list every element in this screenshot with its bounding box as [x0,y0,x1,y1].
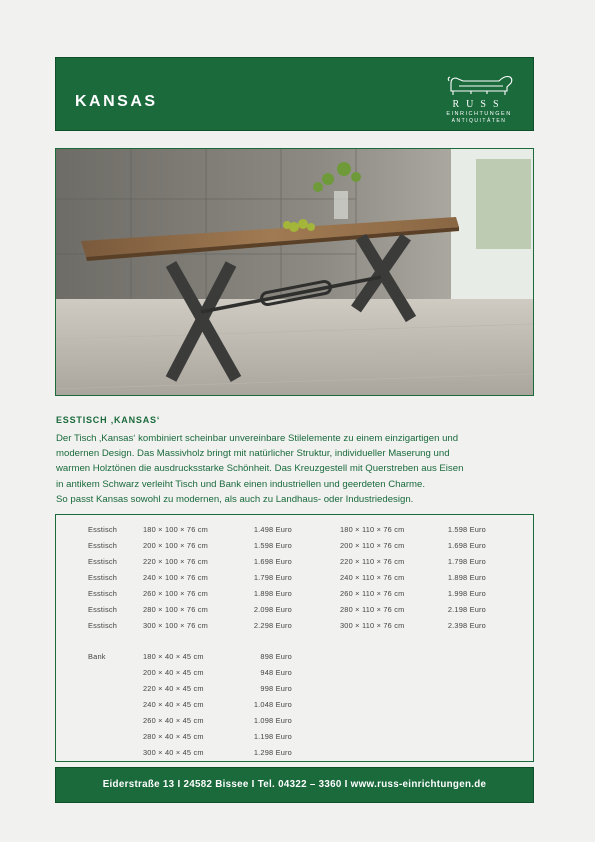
size-cell: 260 × 100 × 76 cm [143,589,209,598]
size-cell: 280 × 40 × 45 cm [143,732,204,741]
price-cell: 898 Euro [260,652,292,661]
size-cell: 300 × 100 × 76 cm [143,621,209,630]
size-cell: 260 × 40 × 45 cm [143,716,204,725]
row-label: Esstisch [88,557,118,566]
price-cell: 2.298 Euro [253,621,292,630]
size-cell: 200 × 40 × 45 cm [143,668,204,677]
header-banner [55,57,534,131]
sofa-icon [441,69,517,99]
price-cell: 948 Euro [260,668,292,677]
page-title: KANSAS [75,93,158,110]
size-cell: 220 × 100 × 76 cm [143,557,209,566]
price-cell: 2.098 Euro [253,605,292,614]
section-title: ESSTISCH ‚KANSAS‘ [56,415,161,425]
price-cell: 1.698 Euro [253,557,292,566]
description-line: modernen Design. Das Massivholz bringt mit natürlicher Struktur, individueller Maserung und [56,448,450,460]
price-cell: 998 Euro [260,684,292,693]
description [56,431,526,507]
description-line: warmen Holztönen die ausdrucksstarke Schönheit. Das Kreuzgestell mit Querstreben aus Eisen [56,463,464,475]
size-cell: 280 × 100 × 76 cm [143,605,209,614]
size-cell: 180 × 110 × 76 cm [340,525,405,534]
price-cell: 1.598 Euro [447,525,486,534]
price-cell: 2.398 Euro [447,621,486,630]
product-photo [55,148,534,396]
logo-subtitle-1: EINRICHTUNGEN [446,111,512,117]
price-cell: 1.998 Euro [447,589,486,598]
size-cell: 260 × 110 × 76 cm [340,589,405,598]
logo-wordmark: RUSS [452,99,506,110]
footer-contact: Eiderstraße 13 I 24582 Bissee I Tel. 04322 – 3360 I www.russ-einrichtungen.de [55,767,534,803]
row-label: Esstisch [88,621,118,630]
size-cell: 180 × 40 × 45 cm [143,652,204,661]
description-line: Der Tisch ‚Kansas‘ kombiniert scheinbar unvereinbare Stilelemente zu einem einzigartigen und [56,433,459,444]
row-label: Esstisch [88,589,118,598]
size-cell: 280 × 110 × 76 cm [340,605,405,614]
row-label: Esstisch [88,573,118,582]
row-label: Esstisch [88,525,118,534]
logo-subtitle-2: ANTIQUITÄTEN [451,118,507,124]
size-cell: 220 × 110 × 76 cm [340,557,405,566]
row-label: Esstisch [88,541,118,550]
size-cell: 240 × 110 × 76 cm [340,573,405,582]
russ-logo [441,69,517,125]
price-cell: 1.098 Euro [253,716,292,725]
description-line: in antikem Schwarz verleiht Tisch und Bank einen industriellen und geerdeten Charme. [56,478,426,490]
size-cell: 180 × 100 × 76 cm [143,525,209,534]
size-cell: 200 × 100 × 76 cm [143,541,209,550]
size-cell: 200 × 110 × 76 cm [340,541,405,550]
price-table [55,514,534,762]
price-cell: 1.798 Euro [447,557,486,566]
price-cell: 1.898 Euro [253,589,292,598]
size-cell: 240 × 40 × 45 cm [143,700,204,709]
price-cell: 1.798 Euro [253,573,292,582]
price-cell: 1.598 Euro [253,541,292,550]
price-cell: 2.198 Euro [447,605,486,614]
description-line: So passt Kansas sowohl zu modernen, als auch zu Landhaus- oder Industriedesign. [56,493,414,505]
row-label: Bank [88,652,106,661]
row-label: Esstisch [88,605,118,614]
size-cell: 300 × 40 × 45 cm [143,748,204,757]
size-cell: 240 × 100 × 76 cm [143,573,209,582]
size-cell: 220 × 40 × 45 cm [143,684,204,693]
size-cell: 300 × 110 × 76 cm [340,621,405,630]
price-cell: 1.298 Euro [253,748,292,757]
price-cell: 1.498 Euro [253,525,292,534]
price-cell: 1.898 Euro [447,573,486,582]
price-cell: 1.198 Euro [253,732,292,741]
price-cell: 1.698 Euro [447,541,486,550]
price-cell: 1.048 Euro [253,700,292,709]
